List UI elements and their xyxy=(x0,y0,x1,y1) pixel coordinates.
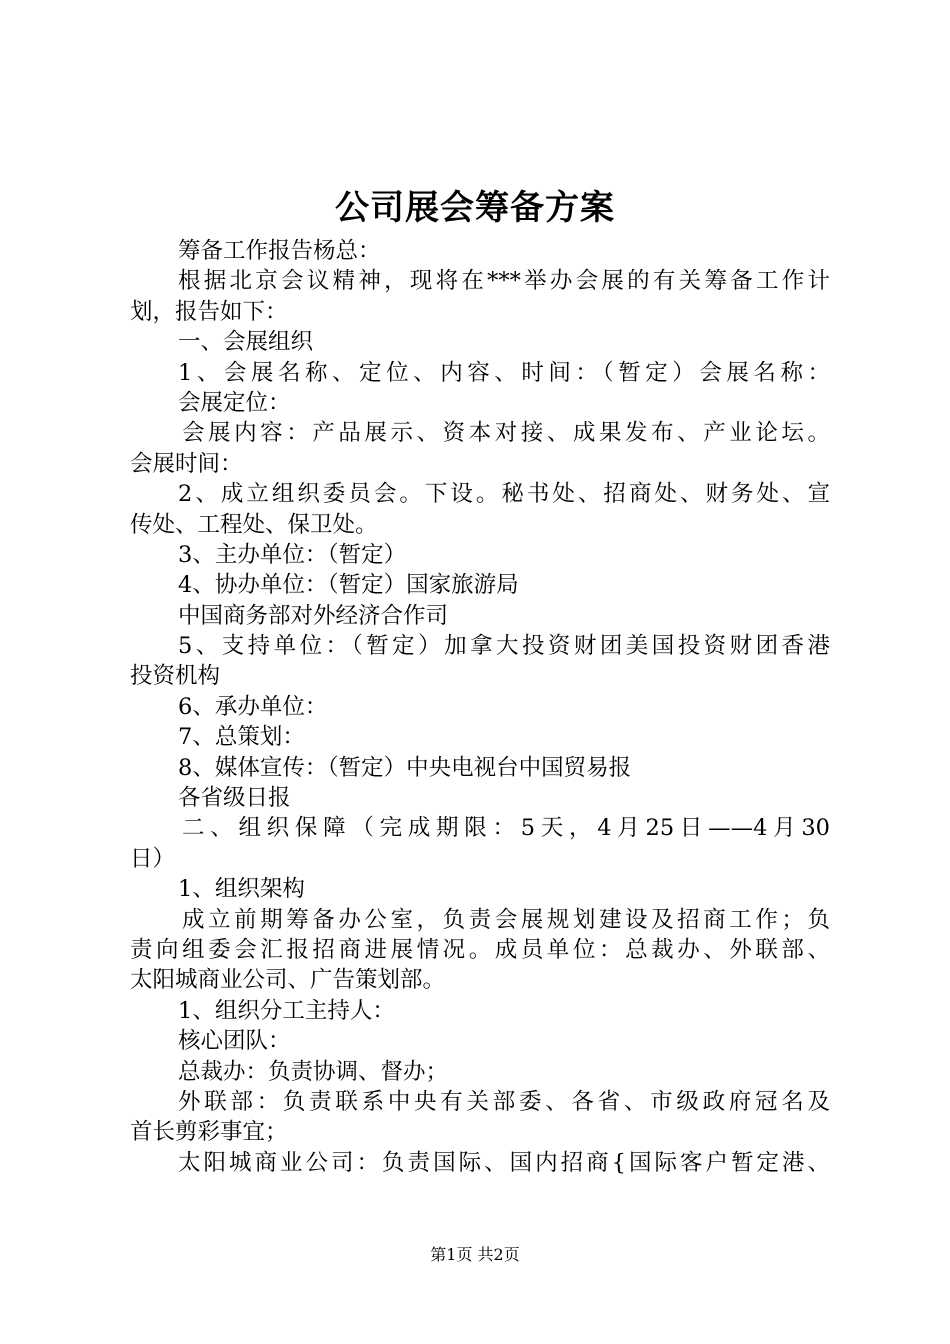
text-line: 太阳城商业公司、广告策划部。 xyxy=(130,967,446,994)
text-line: 外联部：负责联系中央有关部委、各省、市级政府冠名及 xyxy=(178,1088,830,1115)
text-line: 8、媒体宣传：（暂定）中央电视台中国贸易报 xyxy=(178,754,632,781)
text-line: 责向组委会汇报招商进展情况。成员单位：总裁办、外联部、 xyxy=(130,936,830,963)
text-line: 传处、工程处、保卫处。 xyxy=(130,511,378,538)
text-line: 中国商务部对外经济合作司 xyxy=(178,602,449,629)
text-line: 首长剪彩事宜； xyxy=(130,1119,288,1146)
text-line: 1、会展名称、定位、内容、时间：（暂定）会展名称： xyxy=(178,359,830,386)
text-line: 成立前期筹备办公室，负责会展规划建设及招商工作；负 xyxy=(182,906,830,933)
text-line: 会展时间： xyxy=(130,450,243,477)
text-line: 1、组织分工主持人： xyxy=(178,997,395,1024)
text-line: 一、会展组织 xyxy=(178,329,314,356)
text-line: 二、组织保障（完成期限：5天，4月25日——4月30 xyxy=(182,815,830,842)
text-line: 筹备工作报告杨总： xyxy=(178,238,381,264)
text-line: 会展定位： xyxy=(178,389,291,416)
text-line: 6、承办单位： xyxy=(178,693,328,720)
text-line: 会展内容：产品展示、资本对接、成果发布、产业论坛。 xyxy=(182,420,830,447)
text-line: 各省级日报 xyxy=(178,785,291,812)
text-line: 太阳城商业公司：负责国际、国内招商{国际客户暂定港、 xyxy=(178,1149,830,1176)
text-line: 4、协办单位：（暂定）国家旅游局 xyxy=(178,572,519,599)
text-line: 3、主办单位：（暂定） xyxy=(178,541,407,568)
document-body xyxy=(130,236,830,1178)
text-line: 投资机构 xyxy=(130,663,221,690)
text-line: 2、成立组织委员会。下设。秘书处、招商处、财务处、宣 xyxy=(178,481,830,508)
text-line: 根据北京会议精神，现将在***举办会展的有关筹备工作计 xyxy=(178,268,830,295)
document-title: 公司展会筹备方案 xyxy=(335,188,615,228)
text-line: 划，报告如下： xyxy=(130,298,288,325)
text-line: 7、总策划： xyxy=(178,724,305,751)
text-line: 日） xyxy=(130,845,176,872)
text-line: 总裁办：负责协调、督办； xyxy=(178,1058,449,1085)
page-number-footer: 第1页 共2页 xyxy=(430,1245,520,1264)
text-line: 5、支持单位：（暂定）加拿大投资财团美国投资财团香港 xyxy=(178,633,830,660)
text-line: 核心团队： xyxy=(178,1028,291,1055)
text-line: 1、组织架构 xyxy=(178,876,305,903)
